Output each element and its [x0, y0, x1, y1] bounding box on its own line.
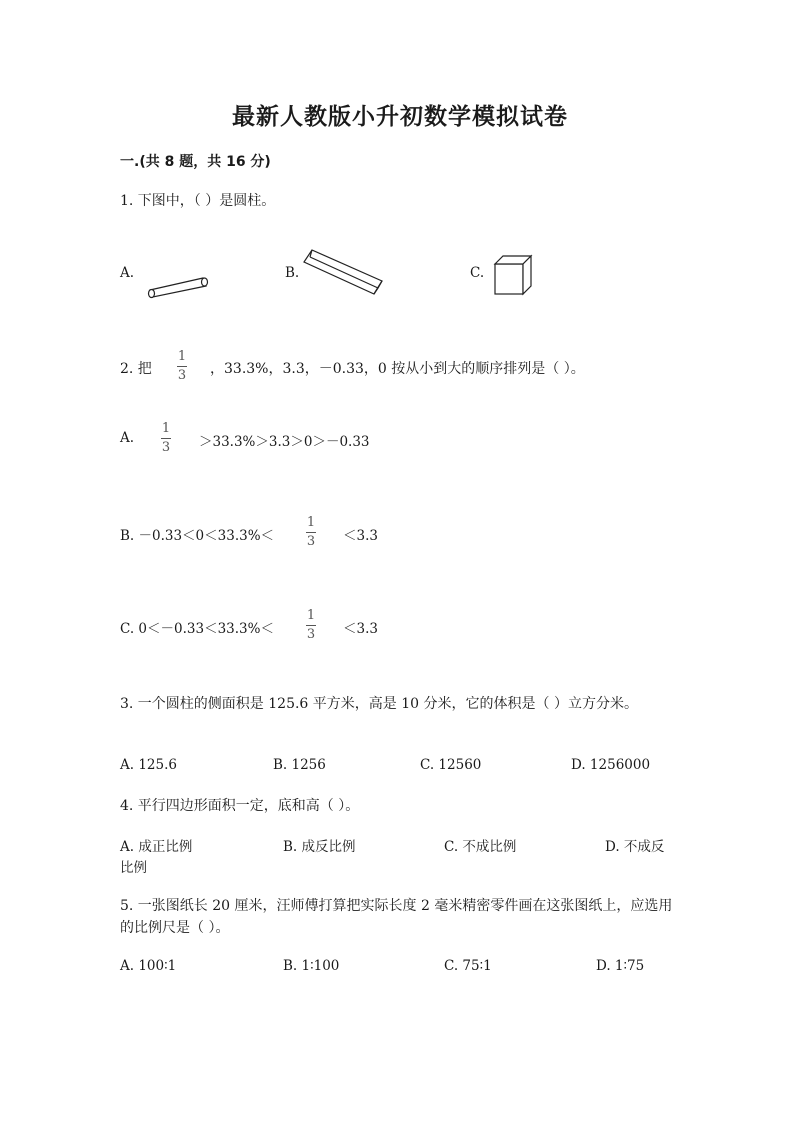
fraction-numerator: 1 — [161, 421, 171, 436]
q3-option-b: B. 1256 — [273, 757, 326, 773]
fraction-denominator: 3 — [306, 534, 316, 549]
q2-option-c-text: C. 0＜－0.33＜33.3%＜ — [120, 621, 274, 637]
q4-option-b: B. 成反比例 — [283, 839, 356, 855]
cylinder-figure — [143, 268, 211, 300]
q5-option-a: A. 100∶1 — [120, 958, 177, 974]
q2-option-a-label: A. — [120, 430, 135, 446]
q2-option-b-tail: ＜3.3 — [343, 528, 378, 544]
q1-option-c-label: C. — [470, 265, 485, 281]
page-title: 最新人教版小升初数学模拟试卷 — [232, 104, 568, 130]
cube-figure — [493, 254, 533, 296]
fraction-one-third — [177, 350, 187, 383]
q2-option-c-tail: ＜3.3 — [343, 621, 378, 637]
question-3-text: 3. 一个圆柱的侧面积是 125.6 平方米，高是 10 分米，它的体积是（ ）立方分米。 — [120, 696, 638, 712]
fraction-bar — [161, 438, 171, 439]
q5-option-b: B. 1∶100 — [283, 958, 340, 974]
question-5-text: 5. 一张图纸长 20 厘米，汪师傅打算把实际长度 2 毫米精密零件画在这张图纸上，应选用的比例尺是（ ）。 — [120, 898, 673, 936]
fraction-bar — [177, 366, 187, 367]
fraction-denominator: 3 — [306, 627, 316, 642]
q1-option-a-label: A. — [120, 265, 135, 281]
question-2-prefix: 2. 把 — [120, 361, 152, 377]
fraction-numerator: 1 — [177, 349, 187, 364]
fraction-bar — [306, 532, 316, 533]
q4-option-c: C. 不成比例 — [444, 839, 517, 855]
fraction-one-third — [306, 609, 316, 642]
q3-option-a: A. 125.6 — [120, 757, 177, 773]
q4-option-a: A. 成正比例 — [120, 839, 193, 855]
fraction-numerator: 1 — [306, 608, 316, 623]
fraction-one-third — [161, 422, 171, 455]
q4-option-d-continuation: 比例 — [120, 860, 147, 876]
q3-option-d: D. 1256000 — [571, 757, 651, 773]
fraction-one-third — [306, 516, 316, 549]
fraction-denominator: 3 — [161, 440, 171, 455]
q2-option-b-text: B. －0.33＜0＜33.3%＜ — [120, 528, 275, 544]
question-2-suffix: ，33.3%，3.3，－0.33，0 按从小到大的顺序排列是（ ）。 — [210, 361, 585, 377]
question-4-text: 4. 平行四边形面积一定，底和高（ ）。 — [120, 798, 360, 814]
q4-option-d: D. 不成反 — [605, 839, 665, 855]
q1-option-b-label: B. — [285, 265, 300, 281]
q3-option-c: C. 12560 — [420, 757, 482, 773]
q2-option-a-text: ＞33.3%＞3.3＞0＞－0.33 — [199, 434, 370, 450]
fraction-bar — [306, 625, 316, 626]
fraction-numerator: 1 — [306, 515, 316, 530]
fraction-denominator: 3 — [177, 368, 187, 383]
q5-option-d: D. 1∶75 — [596, 958, 645, 974]
question-1-text: 1. 下图中，（ ）是圆柱。 — [120, 193, 276, 209]
q5-option-c: C. 75∶1 — [444, 958, 492, 974]
section-header: 一.(共 8 题，共 16 分) — [120, 154, 271, 170]
triangular-prism-figure — [302, 248, 384, 298]
